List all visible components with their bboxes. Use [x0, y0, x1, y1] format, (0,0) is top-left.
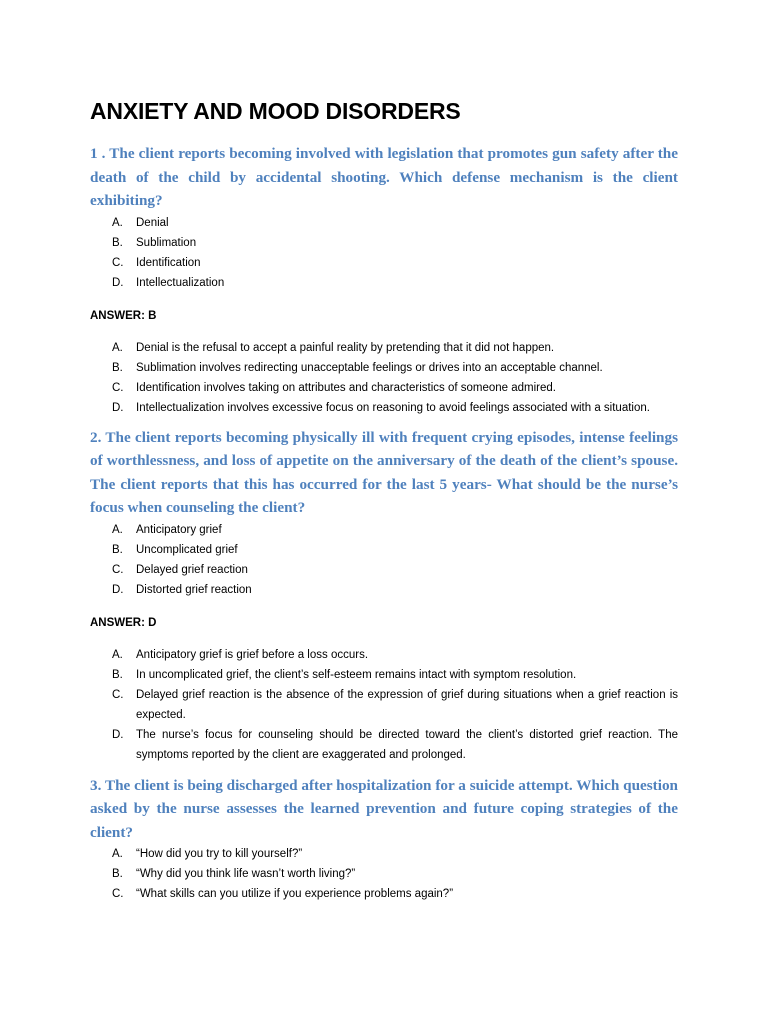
answer-label-1: ANSWER: B: [90, 309, 157, 322]
option-item: B. Uncomplicated grief: [112, 543, 238, 556]
question-2-explanations: [90, 645, 678, 765]
explanation-item: B. Sublimation involves redirecting unacceptable feelings or drives into an acceptable channel.: [112, 361, 603, 374]
explanation-item: C. Delayed grief reaction is the absence of the expression of grief during situations when a grief reaction is expected.: [112, 688, 678, 721]
answer-label-2: ANSWER: D: [90, 616, 157, 629]
explanation-item: C. Identification involves taking on attributes and characteristics of someone admired.: [112, 381, 556, 394]
question-1-text: 1 . The client reports becoming involved with legislation that promotes gun safety after the death of the child by accidental shooting. Which defense mechanism is the client exhibiting?: [90, 145, 678, 209]
question-1-options: [90, 213, 678, 293]
question-1-explanations: [90, 338, 678, 418]
question-2-options: [90, 520, 678, 600]
option-item: C. “What skills can you utilize if you experience problems again?”: [112, 888, 454, 900]
page-title: ANXIETY AND MOOD DISORDERS: [90, 98, 461, 124]
option-item: A. “How did you try to kill yourself?”: [112, 848, 303, 860]
explanation-item: B. In uncomplicated grief, the client’s self-esteem remains intact with symptom resolution.: [112, 668, 577, 681]
explanation-item: A. Denial is the refusal to accept a painful reality by pretending that it did not happen.: [112, 341, 555, 354]
explanation-item: D. The nurse’s focus for counseling should be directed toward the client’s distorted grief reaction. The symptoms reported by the client are exaggerated and prolonged.: [112, 728, 678, 761]
explanation-item: D. Intellectualization involves excessive focus on reasoning to avoid feelings associated with a situation.: [112, 401, 650, 414]
option-item: B. “Why did you think life wasn’t worth living?”: [112, 868, 356, 880]
option-item: B. Sublimation: [112, 236, 197, 249]
question-2-text: 2. The client reports becoming physically ill with frequent crying episodes, intense feelings of worthlessness, and loss of appetite on the anniversary of the death of the client’s spouse. The client reports that this has occurred for the last 5 years- What should be the nurse’s focus when counseling the client?: [90, 428, 678, 516]
question-3-options: [90, 844, 678, 904]
option-item: A. Denial: [112, 216, 169, 229]
option-item: A. Anticipatory grief: [112, 523, 222, 536]
question-3-text: 3. The client is being discharged after hospitalization for a suicide attempt. Which question asked by the nurse assesses the learned prevention and future coping strategies of the client?: [90, 776, 678, 841]
option-item: D. Intellectualization: [112, 276, 225, 289]
document-page: [90, 96, 678, 904]
option-item: D. Distorted grief reaction: [112, 583, 252, 596]
option-item: C. Delayed grief reaction: [112, 563, 248, 576]
explanation-item: A. Anticipatory grief is grief before a loss occurs.: [112, 648, 369, 661]
option-item: C. Identification: [112, 256, 201, 269]
